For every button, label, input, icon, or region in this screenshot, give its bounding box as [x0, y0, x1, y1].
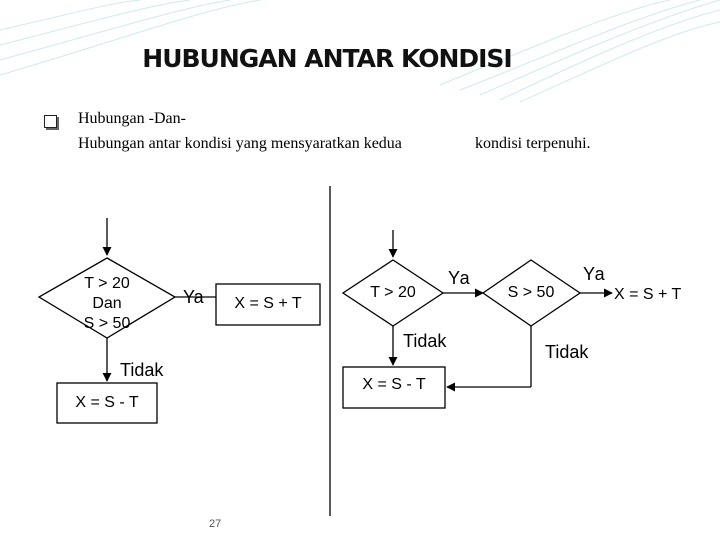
bullet-heading: Hubungan -Dan- [78, 110, 186, 127]
right-decision2-no-label: Tidak [545, 342, 589, 362]
right-decision2-yes-label: Ya [583, 264, 606, 284]
left-decision-line3: S > 50 [83, 315, 131, 332]
right-decision1-no-label: Tidak [403, 331, 447, 351]
description-part1: Hubungan antar kondisi yang mensyaratkan kedua [78, 135, 402, 152]
left-no-label: Tidak [120, 360, 164, 380]
left-yes-action: X = S + T [234, 295, 302, 312]
left-no-action: X = S - T [75, 394, 139, 411]
right-no-action: X = S - T [362, 376, 426, 393]
right-yes-action: X = S + T [614, 286, 682, 303]
left-decision-line1: T > 20 [84, 275, 130, 292]
page-number: 27 [209, 518, 222, 530]
slide-title: HUBUNGAN ANTAR KONDISI [142, 44, 512, 73]
left-yes-label: Ya [183, 287, 204, 307]
description-part2: kondisi terpenuhi. [475, 135, 591, 152]
right-decision2-label: S > 50 [507, 284, 555, 301]
left-decision-label [62, 274, 152, 334]
right-decision1-label: T > 20 [370, 284, 416, 301]
right-decision1-yes-label: Ya [448, 268, 471, 288]
left-decision-line2: Dan [92, 295, 122, 312]
